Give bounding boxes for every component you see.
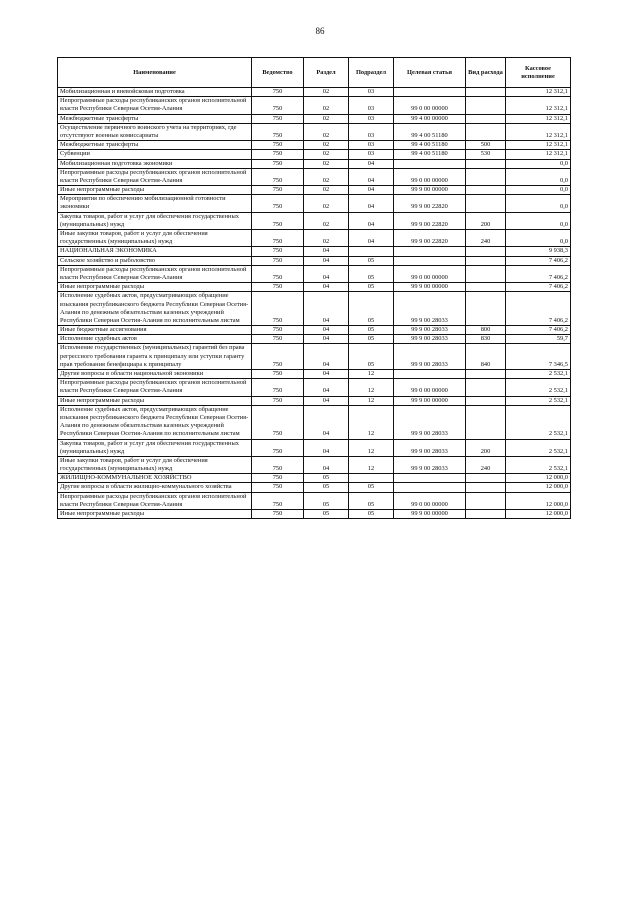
row-target-article-cell: 99 9 00 00000 xyxy=(394,283,466,292)
row-target-article-cell: 99 4 00 51180 xyxy=(394,123,466,140)
row-section-cell: 04 xyxy=(304,439,349,456)
row-subsection-cell: 03 xyxy=(349,88,394,97)
row-name-cell: Иные непрограммные расходы xyxy=(58,396,252,405)
row-expense-type-cell xyxy=(466,292,506,326)
row-department-cell: 750 xyxy=(252,159,304,168)
row-amount-cell: 12 000,0 xyxy=(506,510,571,519)
table-row xyxy=(58,292,571,326)
row-expense-type-cell xyxy=(466,123,506,140)
table-row xyxy=(58,212,571,229)
row-name-cell: ЖИЛИЩНО-КОММУНАЛЬНОЕ ХОЗЯЙСТВО xyxy=(58,474,252,483)
row-section-cell: 04 xyxy=(304,265,349,282)
row-subsection-cell: 12 xyxy=(349,370,394,379)
row-target-article-cell: 99 0 00 00000 xyxy=(394,492,466,509)
table-row xyxy=(58,186,571,195)
row-amount-cell: 12 000,0 xyxy=(506,483,571,492)
table-row xyxy=(58,405,571,439)
row-department-cell: 750 xyxy=(252,123,304,140)
row-name-cell: Осуществление первичного воинского учета на территориях, где отсутствуют военные комиссариаты xyxy=(58,123,252,140)
row-subsection-cell: 04 xyxy=(349,168,394,185)
row-section-cell: 02 xyxy=(304,230,349,247)
row-subsection-cell: 05 xyxy=(349,510,394,519)
row-amount-cell: 59,7 xyxy=(506,335,571,344)
row-name-cell: Непрограммные расходы республиканских органов исполнительной власти Республики Северная Осетия-Алания xyxy=(58,168,252,185)
row-section-cell: 02 xyxy=(304,195,349,212)
header-subsection: Подраздел xyxy=(349,58,394,88)
row-expense-type-cell xyxy=(466,186,506,195)
table-row xyxy=(58,97,571,114)
row-name-cell: Исполнение судебных актов xyxy=(58,335,252,344)
row-name-cell: Мероприятия по обеспечению мобилизационной готовности экономики xyxy=(58,195,252,212)
row-name-cell: Непрограммные расходы республиканских органов исполнительной власти Республики Северная Осетия-Алания xyxy=(58,379,252,396)
row-target-article-cell: 99 9 00 28033 xyxy=(394,456,466,473)
row-subsection-cell: 03 xyxy=(349,97,394,114)
row-section-cell: 02 xyxy=(304,123,349,140)
table-row xyxy=(58,474,571,483)
row-department-cell: 750 xyxy=(252,230,304,247)
table-row xyxy=(58,88,571,97)
row-target-article-cell xyxy=(394,474,466,483)
row-expense-type-cell: 500 xyxy=(466,141,506,150)
row-department-cell: 750 xyxy=(252,335,304,344)
row-expense-type-cell xyxy=(466,97,506,114)
row-subsection-cell: 04 xyxy=(349,230,394,247)
row-section-cell: 02 xyxy=(304,159,349,168)
row-section-cell: 04 xyxy=(304,344,349,370)
row-amount-cell: 2 532,1 xyxy=(506,379,571,396)
row-target-article-cell: 99 0 00 00000 xyxy=(394,379,466,396)
row-expense-type-cell xyxy=(466,159,506,168)
row-name-cell: Исполнение государственных (муниципальных) гарантий без права регрессного требования гаранта к принципалу или уступки гаранту прав требования бенефициара к принципалу xyxy=(58,344,252,370)
row-section-cell: 02 xyxy=(304,150,349,159)
row-subsection-cell: 04 xyxy=(349,212,394,229)
row-section-cell: 04 xyxy=(304,326,349,335)
row-expense-type-cell: 830 xyxy=(466,335,506,344)
row-amount-cell: 2 532,1 xyxy=(506,439,571,456)
row-department-cell: 750 xyxy=(252,439,304,456)
row-target-article-cell: 99 4 00 51180 xyxy=(394,150,466,159)
row-department-cell: 750 xyxy=(252,168,304,185)
table-row xyxy=(58,370,571,379)
row-name-cell: Иные непрограммные расходы xyxy=(58,283,252,292)
row-name-cell: Закупка товаров, работ и услуг для обеспечения государственных (муниципальных) нужд xyxy=(58,212,252,229)
row-department-cell: 750 xyxy=(252,150,304,159)
row-department-cell: 750 xyxy=(252,405,304,439)
row-section-cell: 02 xyxy=(304,97,349,114)
row-department-cell: 750 xyxy=(252,186,304,195)
row-subsection-cell: 05 xyxy=(349,265,394,282)
row-section-cell: 04 xyxy=(304,247,349,256)
row-department-cell: 750 xyxy=(252,114,304,123)
row-target-article-cell xyxy=(394,483,466,492)
row-amount-cell: 0,0 xyxy=(506,212,571,229)
table-row xyxy=(58,335,571,344)
table-row xyxy=(58,265,571,282)
row-department-cell: 750 xyxy=(252,292,304,326)
row-name-cell: Другие вопросы в области жилищно-коммунального хозяйства xyxy=(58,483,252,492)
row-subsection-cell: 04 xyxy=(349,159,394,168)
row-department-cell: 750 xyxy=(252,88,304,97)
row-subsection-cell: 05 xyxy=(349,326,394,335)
header-target-article: Целевая статья xyxy=(394,58,466,88)
row-amount-cell: 12 000,0 xyxy=(506,492,571,509)
row-section-cell: 04 xyxy=(304,370,349,379)
row-department-cell: 750 xyxy=(252,483,304,492)
row-name-cell: Иные закупки товаров, работ и услуг для обеспечения государственных (муниципальных) нужд xyxy=(58,456,252,473)
row-amount-cell: 2 532,1 xyxy=(506,396,571,405)
row-expense-type-cell: 200 xyxy=(466,439,506,456)
row-subsection-cell: 12 xyxy=(349,396,394,405)
row-subsection-cell: 03 xyxy=(349,114,394,123)
row-section-cell: 02 xyxy=(304,141,349,150)
row-expense-type-cell xyxy=(466,88,506,97)
row-expense-type-cell xyxy=(466,114,506,123)
table-row xyxy=(58,492,571,509)
row-section-cell: 04 xyxy=(304,335,349,344)
row-subsection-cell: 12 xyxy=(349,439,394,456)
row-amount-cell: 2 532,1 xyxy=(506,456,571,473)
row-amount-cell: 7 406,2 xyxy=(506,283,571,292)
row-amount-cell: 7 406,2 xyxy=(506,292,571,326)
row-name-cell: Исполнение судебных актов, предусматривающих обращение взыскания республиканского бюджета Республики Северная Осетия-Алания по денежным обязательствам казенных учреждений Республики Северная Осетия-Алания по исполнительным листам xyxy=(58,405,252,439)
table-row xyxy=(58,141,571,150)
row-department-cell: 750 xyxy=(252,247,304,256)
row-subsection-cell: 03 xyxy=(349,123,394,140)
row-expense-type-cell xyxy=(466,379,506,396)
table-body xyxy=(58,88,571,519)
row-amount-cell: 0,0 xyxy=(506,195,571,212)
row-subsection-cell: 03 xyxy=(349,141,394,150)
row-section-cell: 02 xyxy=(304,114,349,123)
row-department-cell: 750 xyxy=(252,256,304,265)
row-name-cell: Иные непрограммные расходы xyxy=(58,186,252,195)
table-row xyxy=(58,483,571,492)
row-department-cell: 750 xyxy=(252,370,304,379)
header-department: Ведомство xyxy=(252,58,304,88)
row-department-cell: 750 xyxy=(252,344,304,370)
row-expense-type-cell xyxy=(466,510,506,519)
row-subsection-cell: 05 xyxy=(349,292,394,326)
table-row xyxy=(58,456,571,473)
row-expense-type-cell xyxy=(466,195,506,212)
table-row xyxy=(58,256,571,265)
row-subsection-cell xyxy=(349,247,394,256)
page-number: 86 xyxy=(315,26,325,36)
row-target-article-cell: 99 0 00 00000 xyxy=(394,168,466,185)
row-amount-cell: 12 312,1 xyxy=(506,150,571,159)
row-amount-cell: 7 406,2 xyxy=(506,326,571,335)
row-expense-type-cell xyxy=(466,396,506,405)
row-name-cell: Непрограммные расходы республиканских органов исполнительной власти Республики Северная Осетия-Алания xyxy=(58,97,252,114)
row-section-cell: 04 xyxy=(304,405,349,439)
table-row xyxy=(58,396,571,405)
row-expense-type-cell xyxy=(466,405,506,439)
row-expense-type-cell: 240 xyxy=(466,230,506,247)
row-section-cell: 05 xyxy=(304,474,349,483)
table-row xyxy=(58,439,571,456)
row-department-cell: 750 xyxy=(252,396,304,405)
row-target-article-cell: 99 9 00 00000 xyxy=(394,396,466,405)
row-expense-type-cell xyxy=(466,474,506,483)
row-expense-type-cell: 240 xyxy=(466,456,506,473)
row-section-cell: 05 xyxy=(304,483,349,492)
row-name-cell: Непрограммные расходы республиканских органов исполнительной власти Республики Северная Осетия-Алания xyxy=(58,265,252,282)
table-row xyxy=(58,150,571,159)
table-row xyxy=(58,168,571,185)
row-section-cell: 04 xyxy=(304,292,349,326)
row-subsection-cell: 04 xyxy=(349,186,394,195)
table-row xyxy=(58,344,571,370)
table-row xyxy=(58,123,571,140)
row-name-cell: Субвенции xyxy=(58,150,252,159)
row-amount-cell: 12 312,1 xyxy=(506,114,571,123)
row-amount-cell: 0,0 xyxy=(506,159,571,168)
row-amount-cell: 12 000,0 xyxy=(506,474,571,483)
row-target-article-cell: 99 9 00 28033 xyxy=(394,335,466,344)
row-target-article-cell: 99 4 00 51180 xyxy=(394,141,466,150)
row-target-article-cell xyxy=(394,88,466,97)
row-target-article-cell: 99 9 00 22820 xyxy=(394,195,466,212)
row-expense-type-cell xyxy=(466,370,506,379)
row-expense-type-cell: 200 xyxy=(466,212,506,229)
row-amount-cell: 2 532,1 xyxy=(506,370,571,379)
table-row xyxy=(58,230,571,247)
header-name: Наименование xyxy=(58,58,252,88)
row-target-article-cell: 99 9 00 22820 xyxy=(394,230,466,247)
row-name-cell: НАЦИОНАЛЬНАЯ ЭКОНОМИКА xyxy=(58,247,252,256)
row-target-article-cell: 99 0 00 00000 xyxy=(394,265,466,282)
row-expense-type-cell xyxy=(466,247,506,256)
row-name-cell: Иные бюджетные ассигнования xyxy=(58,326,252,335)
row-amount-cell: 0,0 xyxy=(506,186,571,195)
row-target-article-cell: 99 9 00 22820 xyxy=(394,212,466,229)
row-target-article-cell xyxy=(394,247,466,256)
row-department-cell: 750 xyxy=(252,510,304,519)
row-amount-cell: 0,0 xyxy=(506,230,571,247)
row-target-article-cell: 99 9 00 28033 xyxy=(394,439,466,456)
row-amount-cell: 7 346,5 xyxy=(506,344,571,370)
row-amount-cell: 7 406,2 xyxy=(506,265,571,282)
header-expense-type: Вид расхода xyxy=(466,58,506,88)
table-row xyxy=(58,195,571,212)
row-department-cell: 750 xyxy=(252,97,304,114)
row-subsection-cell: 05 xyxy=(349,344,394,370)
row-subsection-cell: 05 xyxy=(349,256,394,265)
row-expense-type-cell xyxy=(466,283,506,292)
row-amount-cell: 12 312,1 xyxy=(506,123,571,140)
row-section-cell: 04 xyxy=(304,396,349,405)
row-department-cell: 750 xyxy=(252,379,304,396)
row-expense-type-cell: 840 xyxy=(466,344,506,370)
header-section: Раздел xyxy=(304,58,349,88)
row-section-cell: 02 xyxy=(304,186,349,195)
row-section-cell: 02 xyxy=(304,168,349,185)
row-name-cell: Иные закупки товаров, работ и услуг для обеспечения государственных (муниципальных) нужд xyxy=(58,230,252,247)
row-target-article-cell xyxy=(394,159,466,168)
row-department-cell: 750 xyxy=(252,265,304,282)
row-department-cell: 750 xyxy=(252,195,304,212)
row-expense-type-cell: 800 xyxy=(466,326,506,335)
row-target-article-cell: 99 9 00 28033 xyxy=(394,344,466,370)
budget-execution-table xyxy=(57,57,571,519)
row-expense-type-cell xyxy=(466,256,506,265)
table-row xyxy=(58,114,571,123)
row-name-cell: Иные непрограммные расходы xyxy=(58,510,252,519)
row-amount-cell: 7 406,2 xyxy=(506,256,571,265)
row-amount-cell: 12 312,1 xyxy=(506,88,571,97)
row-target-article-cell: 99 4 00 00000 xyxy=(394,114,466,123)
table-header-row xyxy=(58,58,571,88)
row-name-cell: Непрограммные расходы республиканских органов исполнительной власти Республики Северная Осетия-Алания xyxy=(58,492,252,509)
row-subsection-cell: 03 xyxy=(349,150,394,159)
row-department-cell: 750 xyxy=(252,492,304,509)
table-row xyxy=(58,247,571,256)
row-subsection-cell: 05 xyxy=(349,492,394,509)
row-section-cell: 05 xyxy=(304,492,349,509)
row-department-cell: 750 xyxy=(252,474,304,483)
header-cash-execution: Кассовое исполнение xyxy=(506,58,571,88)
row-subsection-cell: 12 xyxy=(349,456,394,473)
row-expense-type-cell xyxy=(466,492,506,509)
row-target-article-cell: 99 9 00 00000 xyxy=(394,186,466,195)
row-name-cell: Мобилизационная подготовка экономики xyxy=(58,159,252,168)
row-expense-type-cell xyxy=(466,483,506,492)
row-section-cell: 04 xyxy=(304,256,349,265)
row-subsection-cell: 12 xyxy=(349,405,394,439)
row-amount-cell: 0,0 xyxy=(506,168,571,185)
row-department-cell: 750 xyxy=(252,283,304,292)
table-row xyxy=(58,326,571,335)
row-subsection-cell xyxy=(349,474,394,483)
row-department-cell: 750 xyxy=(252,326,304,335)
row-name-cell: Закупка товаров, работ и услуг для обеспечения государственных (муниципальных) нужд xyxy=(58,439,252,456)
row-section-cell: 04 xyxy=(304,283,349,292)
table-row xyxy=(58,283,571,292)
row-target-article-cell: 99 9 00 28033 xyxy=(394,405,466,439)
row-target-article-cell: 99 9 00 28033 xyxy=(394,326,466,335)
row-subsection-cell: 12 xyxy=(349,379,394,396)
row-section-cell: 05 xyxy=(304,510,349,519)
row-amount-cell: 2 532,1 xyxy=(506,405,571,439)
row-section-cell: 02 xyxy=(304,88,349,97)
row-name-cell: Мобилизационная и вневойсковая подготовка xyxy=(58,88,252,97)
row-subsection-cell: 05 xyxy=(349,283,394,292)
row-target-article-cell: 99 9 00 00000 xyxy=(394,510,466,519)
row-department-cell: 750 xyxy=(252,456,304,473)
row-department-cell: 750 xyxy=(252,212,304,229)
row-target-article-cell xyxy=(394,370,466,379)
row-expense-type-cell: 530 xyxy=(466,150,506,159)
row-section-cell: 04 xyxy=(304,456,349,473)
row-target-article-cell: 99 9 00 28033 xyxy=(394,292,466,326)
row-subsection-cell: 05 xyxy=(349,335,394,344)
row-name-cell: Межбюджетные трансферты xyxy=(58,114,252,123)
row-section-cell: 02 xyxy=(304,212,349,229)
row-expense-type-cell xyxy=(466,265,506,282)
row-department-cell: 750 xyxy=(252,141,304,150)
table-row xyxy=(58,510,571,519)
row-expense-type-cell xyxy=(466,168,506,185)
row-subsection-cell: 05 xyxy=(349,483,394,492)
row-target-article-cell xyxy=(394,256,466,265)
table-row xyxy=(58,159,571,168)
row-name-cell: Исполнение судебных актов, предусматривающих обращение взыскания республиканского бюджета Республики Северная Осетия-Алания по денежным обязательствам казенных учреждений Республики Северная Осетия-Алания по исполнительным листам xyxy=(58,292,252,326)
row-amount-cell: 12 312,1 xyxy=(506,97,571,114)
row-name-cell: Межбюджетные трансферты xyxy=(58,141,252,150)
row-amount-cell: 9 938,3 xyxy=(506,247,571,256)
row-name-cell: Сельское хозяйство и рыболовство xyxy=(58,256,252,265)
row-target-article-cell: 99 0 00 00000 xyxy=(394,97,466,114)
row-amount-cell: 12 312,1 xyxy=(506,141,571,150)
row-subsection-cell: 04 xyxy=(349,195,394,212)
row-section-cell: 04 xyxy=(304,379,349,396)
table-row xyxy=(58,379,571,396)
row-name-cell: Другие вопросы в области национальной экономики xyxy=(58,370,252,379)
